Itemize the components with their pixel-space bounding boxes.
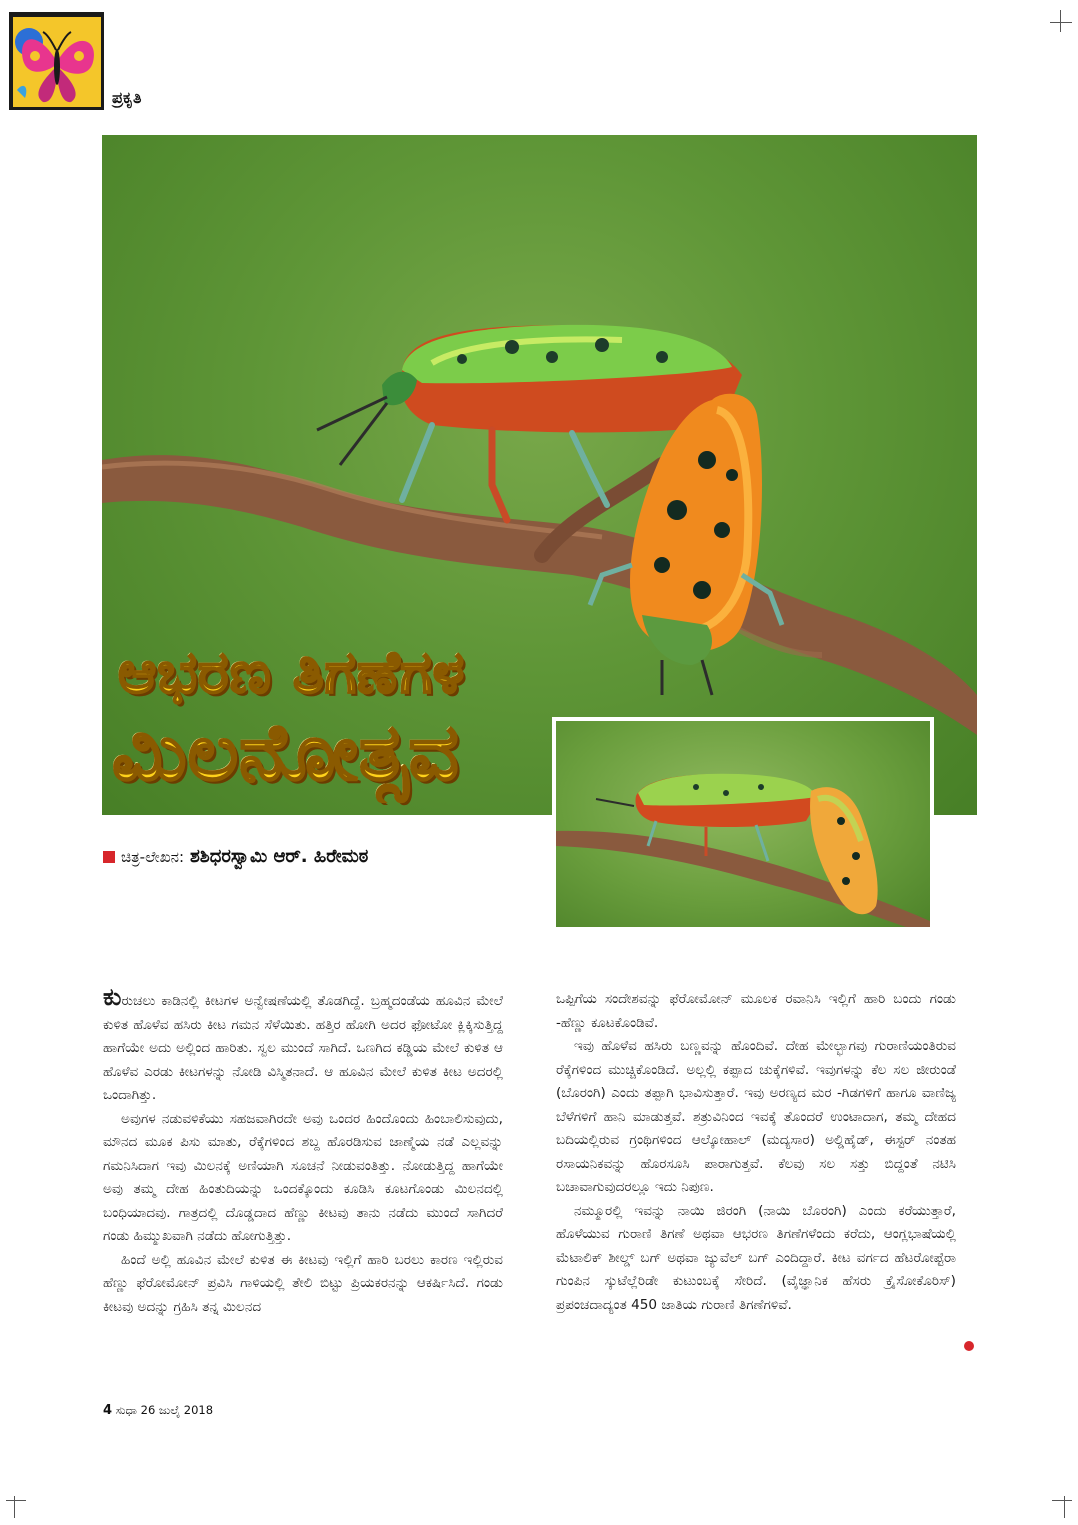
article-paragraph: ನಮ್ಮೂರಲ್ಲಿ ಇವನ್ನು ನಾಯಿ ಜಿರಂಗಿ (ನಾಯಿ ಬೊರಂಗಿ) ಎಂದು ಕರೆಯುತ್ತಾರೆ, ಹೊಳೆಯುವ ಗುರಾಣಿ ತಿಗಣೆ ಅಥವಾ ಆಭರಣ ತಿಗಣೆಗಳೆಂದು ಕರೆದು, ಆಂಗ್ಲಭಾಷೆಯಲ್ಲಿ ಮೆಟಾಲಿಕ್ ಶೀಲ್ಡ್ ಬಗ್ ಅಥವಾ ಜ್ಯುವೆಲ್ ಬಗ್ ಎಂದಿದ್ದಾರೆ. ಕೀಟ ವರ್ಗದ ಹೆಟರೋಪ್ಟೆರಾ ಗುಂಪಿನ ಸ್ಕುಟೆಲ್ಲೆರಿಡೇ ಕುಟುಂಬಕ್ಕೆ ಸೇರಿದೆ. (ವೈಜ್ಞಾನಿಕ ಹೆಸರು ಕ್ರೈಸೋಕೊರಿಸ್) ಪ್ರಪಂಚದಾದ್ಯಂತ 450 ಜಾತಿಯ ಗುರಾಣಿ ತಿಗಣೆಗಳಿವೆ.: [556, 1202, 956, 1313]
byline-prefix: ಚಿತ್ರ-ಲೇಖನ:: [121, 847, 185, 866]
section-label: ಪ್ರಕೃತಿ: [112, 88, 142, 107]
crop-mark: [1050, 22, 1072, 23]
article-paragraph: ಇವು ಹೊಳೆವ ಹಸಿರು ಬಣ್ಣವನ್ನು ಹೊಂದಿವೆ. ದೇಹ ಮೇಲ್ಭಾಗವು ಗುರಾಣಿಯಂತಿರುವ ರೆಕ್ಕೆಗಳಿಂದ ಮುಚ್ಚಿಕೊಂಡಿದೆ. ಅಲ್ಲಲ್ಲಿ ಕಪ್ಪಾದ ಚುಕ್ಕೆಗಳಿವೆ. ಇವುಗಳನ್ನು ಕೆಲ ಸಲ ಜೀರುಂಡೆ (ಬೊರಂಗಿ) ಎಂದು ತಪ್ಪಾಗಿ ಭಾವಿಸುತ್ತಾರೆ. ಇವು ಅರಣ್ಯದ ಮರ -ಗಿಡಗಳಿಗೆ ಹಾಗೂ ವಾಣಿಜ್ಯ ಬೆಳೆಗಳಿಗೆ ಹಾನಿ ಮಾಡುತ್ತವೆ. ಶತ್ರುವಿನಿಂದ ಇವಕ್ಕೆ ತೊಂದರೆ ಉಂಟಾದಾಗ, ತಮ್ಮ ದೇಹದ ಬದಿಯಲ್ಲಿರುವ ಗ್ರಂಥಿಗಳಿಂದ ಆಲ್ಕೋಹಾಲ್ (ಮದ್ಯಸಾರ) ಅಲ್ಡಿಹೈಡ್, ಈಸ್ಟರ್ ನಂತಹ ರಸಾಯನಿಕವನ್ನು ಹೊರಸೂಸಿ ಪಾರಾಗುತ್ತವೆ. ಕೆಲವು ಸಲ ಸತ್ತು ಬಿದ್ದಂತೆ ನಟಿಸಿ ಬಚಾವಾಗುವುದರಲ್ಲೂ ಇದು ನಿಪುಣ.: [556, 1038, 956, 1195]
article-paragraph: ಹಿಂದೆ ಅಲ್ಲಿ ಹೂವಿನ ಮೇಲೆ ಕುಳಿತ ಈ ಕೀಟವು ಇಲ್ಲಿಗೆ ಹಾರಿ ಬರಲು ಕಾರಣ ಇಲ್ಲಿರುವ ಹೆಣ್ಣು ಫೆರೋಮೋನ್ ಪ್ರವಿಸಿ ಗಾಳಿಯಲ್ಲಿ ತೇಲಿ ಬಿಟ್ಟು ಪ್ರಿಯಕರನನ್ನು ಆಕರ್ಷಿಸಿದೆ. ಗಂಡು ಕೀಟವು ಅದನ್ನು ಗ್ರಹಿಸಿ ತನ್ನ ಮಿಲನದ: [103, 1251, 503, 1315]
article-column-right: [556, 988, 956, 1317]
byline-author: ಶಶಿಧರಸ್ವಾಮಿ ಆರ್. ಹಿರೇಮಠ: [190, 846, 369, 867]
drop-cap: ಕು: [103, 983, 122, 1011]
crop-mark: [6, 1500, 26, 1501]
inset-photo: [552, 717, 934, 931]
page-footer: [103, 1403, 213, 1418]
crop-mark: [1052, 1500, 1072, 1501]
issue-date: 26 ಜುಲೈ 2018: [140, 1403, 214, 1417]
article-column-left: [103, 983, 503, 1319]
headline-line-2: ಮಿಲನೋತ್ಸವ: [112, 708, 460, 798]
butterfly-icon: [9, 12, 104, 110]
section-logo: [9, 12, 104, 110]
byline: [103, 846, 368, 867]
end-mark-icon: [964, 1341, 974, 1351]
article-paragraph: ಅವುಗಳ ನಡುವಳಿಕೆಯು ಸಹಜವಾಗಿರದೇ ಅವು ಒಂದರ ಹಿಂದೊಂದು ಹಿಂಬಾಲಿಸುವುದು, ಮೌನದ ಮೂಕ ಪಿಸು ಮಾತು, ರೆಕ್ಕೆಗಳಿಂದ ಶಬ್ದ ಹೊರಡಿಸುವ ಜಾಣ್ಮೆಯ ನಡೆ ಎಲ್ಲವನ್ನು ಗಮನಿಸಿದಾಗ ಇವು ಮಿಲನಕ್ಕೆ ಅಣಿಯಾಗಿ ಸೂಚನೆ ನೀಡುವಂತಿತ್ತು. ನೋಡುತ್ತಿದ್ದ ಹಾಗೆಯೇ ಅವು ತಮ್ಮ ದೇಹ ಹಿಂತುದಿಯನ್ನು ಒಂದಕ್ಕೊಂದು ಕೂಡಿಸಿ ಕೂಟಗೊಂಡು ಮಿಲನದಲ್ಲಿ ಬಂಧಿಯಾದವು. ಗಾತ್ರದಲ್ಲಿ ದೊಡ್ಡದಾದ ಹೆಣ್ಣು ಕೀಟವು ತಾನು ನಡೆದು ಮುಂದೆ ಸಾಗಿದರೆ ಗಂಡು ಹಿಮ್ಮುಖವಾಗಿ ನಡೆದು ಹೋಗುತ್ತಿತ್ತು.: [103, 1110, 503, 1244]
headline-line-1: ಆಭರಣ ತಿಗಣೆಗಳ: [118, 638, 466, 706]
article-paragraph: ಒಪ್ಪಿಗೆಯ ಸಂದೇಶವನ್ನು ಫೆರೋಮೋನ್ ಮೂಲಕ ರವಾನಿಸಿ ಇಲ್ಲಿಗೆ ಹಾರಿ ಬಂದು ಗಂಡು -ಹೆಣ್ಣು ಕೂಟಕೊಂಡಿವೆ.: [556, 991, 956, 1031]
red-square-icon: [103, 851, 115, 863]
page-number: 4: [103, 1403, 113, 1418]
article-paragraph: ಕುರುಚಲು ಕಾಡಿನಲ್ಲಿ ಕೀಟಗಳ ಅನ್ವೇಷಣೆಯಲ್ಲಿ ತೊಡಗಿದ್ದೆ. ಬ್ರಹ್ಮದಂಡೆಯ ಹೂವಿನ ಮೇಲೆ ಕುಳಿತ ಹೊಳೆವ ಹಸಿರು ಕೀಟ ಗಮನ ಸೆಳೆಯಿತು. ಹತ್ತಿರ ಹೋಗಿ ಅದರ ಫೋಟೋ ಕ್ಲಿಕ್ಕಿಸುತ್ತಿದ್ದ ಹಾಗೆಯೇ ಅದು ಅಲ್ಲಿಂದ ಹಾರಿತು. ಸ್ವಲ ಮುಂದೆ ಸಾಗಿದೆ. ಒಣಗಿದ ಕಡ್ಡಿಯ ಮೇಲೆ ಕುಳಿತ ಆ ಹೊಳೆವ ಎರಡು ಕೀಟಗಳನ್ನು ನೋಡಿ ವಿಸ್ಮಿತನಾದೆ. ಆ ಹೂವಿನ ಮೇಲೆ ಕುಳಿತ ಕೀಟ ಅದರಲ್ಲಿ ಒಂದಾಗಿತ್ತು.: [103, 983, 503, 1103]
crop-mark: [1060, 10, 1061, 32]
magazine-name: ಸುಧಾ: [115, 1403, 137, 1417]
